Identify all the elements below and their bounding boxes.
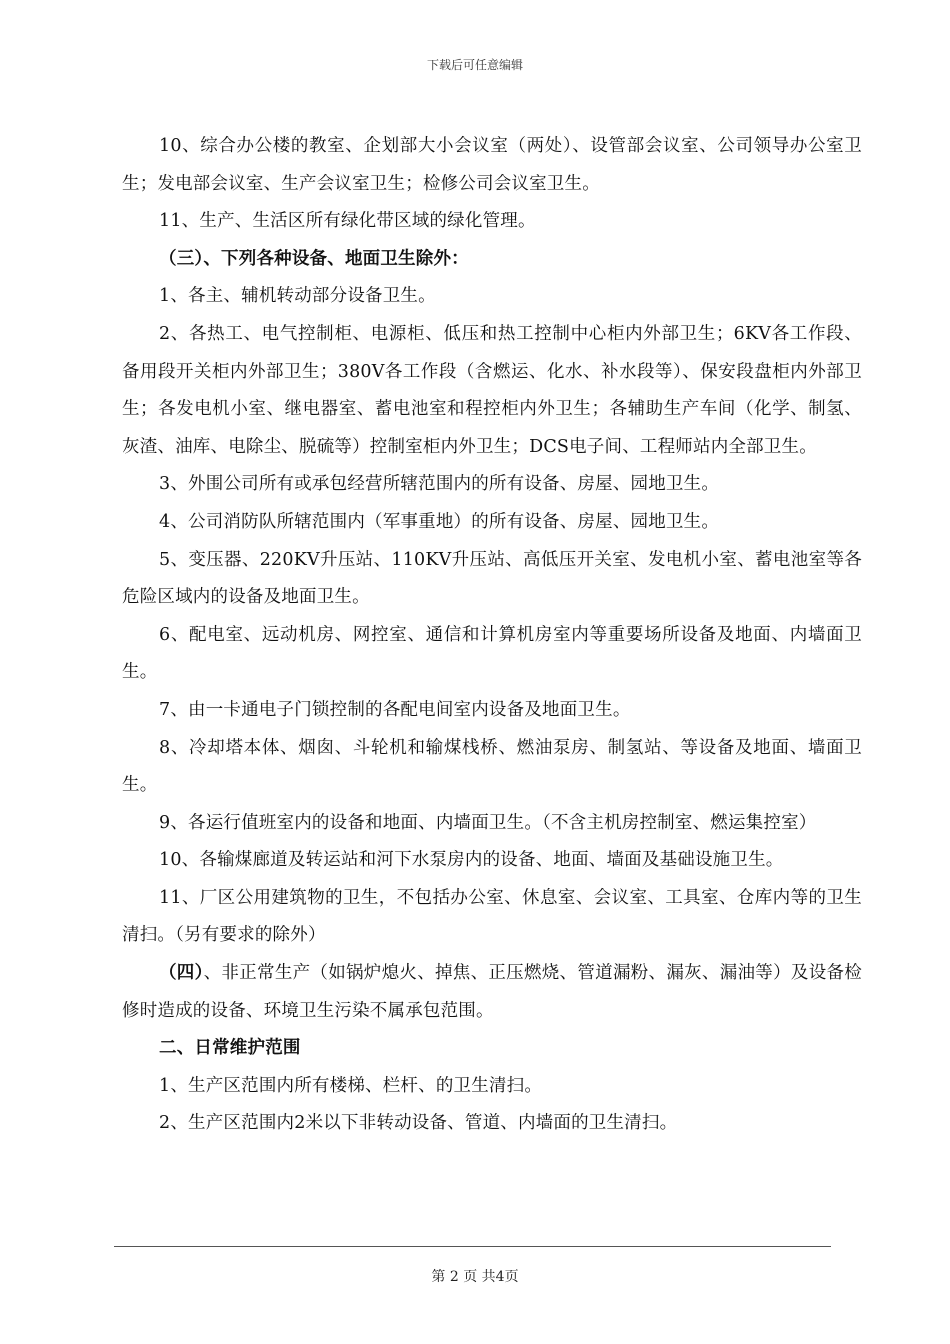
document-body (122, 128, 862, 1143)
paragraph-item-10-office: 10、综合办公楼的教室、企划部大小会议室（两处）、设管部会议室、公司领导办公室卫生；发电部会议室、生产会议室卫生；检修公司会议室卫生。 (122, 136, 862, 194)
paragraph-exclusion-1: 1、各主、辅机转动部分设备卫生。 (159, 286, 436, 307)
section-4-prefix: （四） (159, 963, 204, 984)
section-4-text: 、非正常生产（如锅炉熄火、掉焦、正压燃烧、管道漏粉、漏灰、漏油等）及设备检修时造成的设备、环境卫生污染不属承包范围。 (122, 963, 862, 1021)
section-heading-3-exclusions: （三）、下列各种设备、地面卫生除外： (159, 248, 469, 269)
paragraph-exclusion-5: 5、变压器、220KV升压站、110KV升压站、高低压开关室、发电机小室、蓄电池室等各危险区域内的设备及地面卫生。 (122, 549, 862, 608)
paragraph-exclusion-6: 6、配电室、远动机房、网控室、通信和计算机房室内等重要场所设备及地面、内墙面卫生。 (122, 624, 862, 683)
paragraph-exclusion-7: 7、由一卡通电子门锁控制的各配电间室内设备及地面卫生。 (159, 699, 631, 720)
section-heading-daily-maintenance: 二、日常维护范围 (159, 1038, 301, 1059)
header-note: 下载后可任意编辑 (426, 58, 523, 72)
paragraph-exclusion-2: 2、各热工、电气控制柜、电源柜、低压和热工控制中心柜内外部卫生；6KV各工作段、备用段开关柜内外部卫生；380V各工作段（含燃运、化水、补水段等）、保安段盘柜内外部卫生；各发电机小室、继电器室、蓄电池室和程控柜内外卫生；各辅助生产车间（化学、制氢、灰渣、油库、电除尘、脱硫等）控制室柜内外卫生；DCS电子间、工程师站内全部卫生。 (122, 323, 862, 457)
paragraph-exclusion-3: 3、外围公司所有或承包经营所辖范围内的所有设备、房屋、园地卫生。 (159, 474, 720, 495)
paragraph-item-11-greening: 11、生产、生活区所有绿化带区域的绿化管理。 (159, 211, 536, 232)
paragraph-maintenance-2: 2、生产区范围内2米以下非转动设备、管道、内墙面的卫生清扫。 (159, 1113, 678, 1134)
paragraph-exclusion-11: 11、厂区公用建筑物的卫生，不包括办公室、休息室、会议室、工具室、仓库内等的卫生清扫。（另有要求的除外） (122, 887, 862, 946)
page-number: 第 2 页 共4页 (431, 1269, 519, 1285)
paragraph-exclusion-10: 10、各输煤廊道及转运站和河下水泵房内的设备、地面、墙面及基础设施卫生。 (159, 850, 784, 871)
paragraph-maintenance-1: 1、生产区范围内所有楼梯、栏杆、的卫生清扫。 (159, 1075, 543, 1096)
paragraph-exclusion-9: 9、各运行值班室内的设备和地面、内墙面卫生。（不含主机房控制室、燃运集控室） (159, 812, 817, 833)
paragraph-section-4 (122, 955, 862, 1030)
footer-divider (114, 1246, 831, 1247)
paragraph-exclusion-8: 8、冷却塔本体、烟囱、斗轮机和输煤栈桥、燃油泵房、制氢站、等设备及地面、墙面卫生。 (122, 737, 862, 796)
paragraph-exclusion-4: 4、公司消防队所辖范围内（军事重地）的所有设备、房屋、园地卫生。 (159, 511, 720, 532)
